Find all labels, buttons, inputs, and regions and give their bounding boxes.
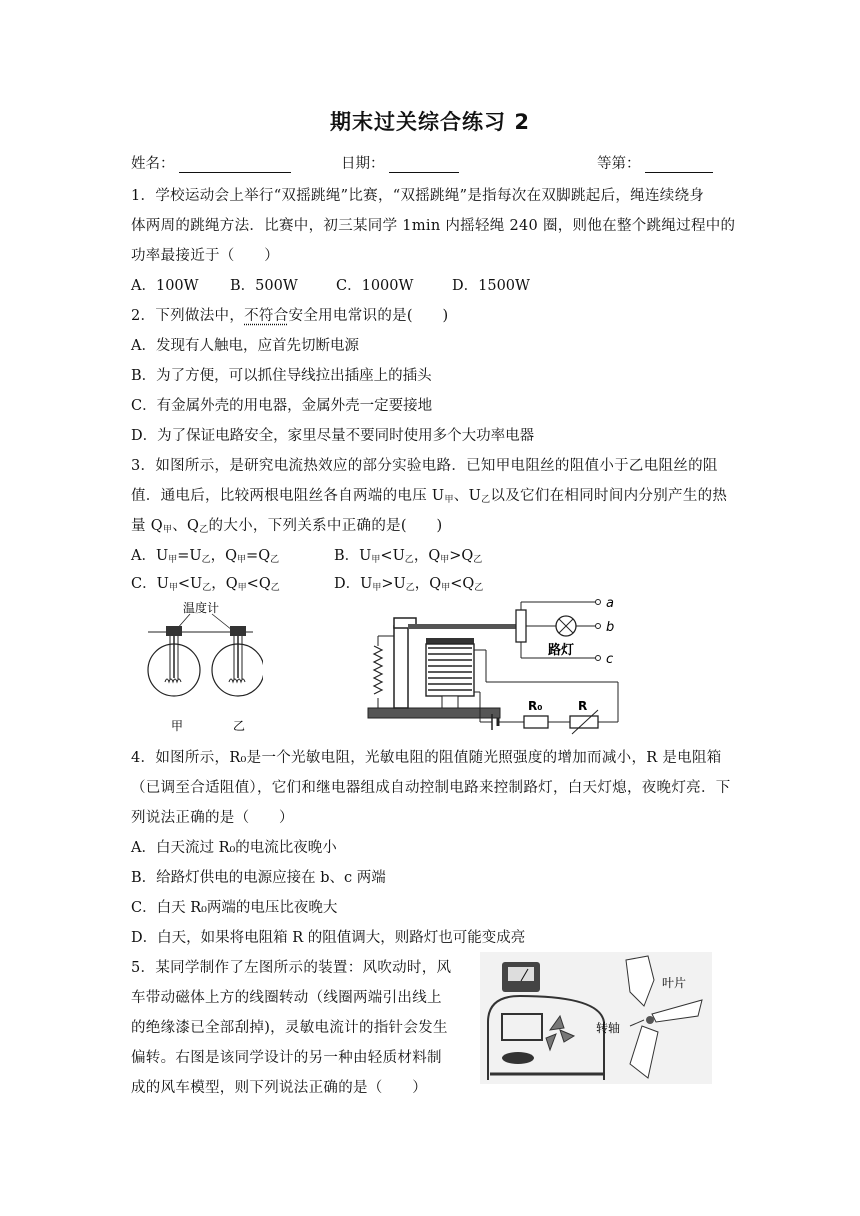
street-lamp-icon [556,616,576,636]
terminal-c: c [606,652,614,667]
bulb-jia [148,626,200,733]
q4-stem-line2: （已调至合适阻值），它们和继电器组成自动控制电路来控制路灯，白天灯熄，夜晚灯亮．下 [131,780,731,796]
q2-option-a: A．发现有人触电，应首先切断电源 [131,338,359,354]
q2-option-b: B．为了方便，可以抓住导线拉出插座上的插头 [131,368,432,384]
thermometer-label: 温度计 [182,601,220,615]
q2-option-d: D．为了保证电路安全，家里尽量不要同时使用多个大功率电器 [131,428,535,444]
date-field [341,152,459,173]
q5-windmill-figure [480,952,712,1084]
grade-label: 等第： [597,156,641,172]
q2-stem [131,304,448,325]
q4-option-b: B．给路灯供电的电源应接在 b、c 两端 [131,870,386,886]
q3-option-d: D．$U_甲>U_乙$，$Q_甲<Q_乙$ [334,576,484,593]
q4-stem-line3: 列说法正确的是（ ） [131,810,294,826]
q1-option-d: D．1500W [452,278,530,294]
q5-stem-line3: 的绝缘漆已全部刮掉)，灵敏电流计的指针会发生 [131,1020,448,1036]
q5-stem-line2: 车带动磁体上方的线圈转动（线圈两端引出线上 [131,990,442,1006]
q4-option-d: D．白天，如果将电阻箱 R 的阻值调大，则路灯也可能变成亮 [131,930,526,946]
terminal-b: b [606,620,615,635]
page-title: 期末过关综合练习 2 [330,110,530,134]
q2-stem-emphasis: 不符合 [244,308,289,324]
q4-option-c: C．白天 R₀两端的电压比夜晚大 [131,900,338,916]
q1-stem-line2: 体两周的跳绳方法．比赛中，初三某同学 1min 内摇轻绳 240 圈，则他在整个跳绳过程中的 [131,218,736,234]
q3-stem-line1: 3．如图所示，是研究电流热效应的部分实验电路．已知甲电阻丝的阻值小于乙电阻丝的阻 [131,458,718,474]
q1-option-b: B．500W [230,278,298,294]
q1-stem-line3: 功率最接近于（ ） [131,248,279,264]
grade-blank[interactable] [645,157,713,173]
q3-option-a: A．$U_甲=U_乙$，$Q_甲=Q_乙$ [131,548,280,565]
q4-option-a: A．白天流过 R₀的电流比夜晚小 [131,840,337,856]
q2-option-c: C．有金属外壳的用电器，金属外壳一定要接地 [131,398,433,414]
r-label: R [578,699,588,713]
r0-label: R₀ [528,699,543,713]
q2-stem-pre: 2．下列做法中， [131,308,245,324]
q5-stem-line5: 成的风车模型，则下列说法正确的是（ ） [131,1080,427,1096]
q1-option-a: A．100W [131,278,199,294]
q3-stem-line2: 值．通电后，比较两根电阻丝各自两端的电压 $U_甲$、$U_乙$以及它们在相同时间内分别产生的热 [131,488,728,505]
bulb-yi [212,626,263,733]
q3-option-c: C．$U_甲<U_乙$，$Q_甲<Q_乙$ [131,576,280,593]
date-blank[interactable] [389,157,459,173]
yi-label: 乙 [233,719,246,733]
shaft-label: 转轴 [596,1021,621,1035]
q5-stem-line4: 偏转。右图是该同学设计的另一种由轻质材料制 [131,1050,442,1066]
lamp-label: 路灯 [548,643,575,658]
q2-stem-post: 安全用电常识的是( ) [288,308,449,324]
q4-stem-line1: 4．如图所示，R₀是一个光敏电阻，光敏电阻的阻值随光照强度的增加而减小，R 是电阻箱 [131,750,722,766]
grade-field [597,152,713,173]
name-label: 姓名： [131,156,175,172]
jia-label: 甲 [171,719,184,733]
name-field [131,152,291,173]
q3-stem-line3: 量 $Q_甲$、$Q_乙$的大小，下列关系中正确的是( ) [131,518,443,535]
q3-option-b: B．$U_甲<U_乙$，$Q_甲>Q_乙$ [334,548,483,565]
name-blank[interactable] [179,157,291,173]
q5-stem-line1: 5．某同学制作了左图所示的装置：风吹动时，风 [131,960,452,976]
terminal-a: a [606,596,614,611]
q3-bulbs-figure [138,600,263,740]
q1-option-c: C．1000W [336,278,414,294]
blade-label: 叶片 [662,976,687,990]
q1-stem-line1: 1．学校运动会上举行“双摇跳绳”比赛，“双摇跳绳”是指每次在双脚跳起后，绳连续绕身 [131,188,705,204]
relay-circuit-figure [364,596,634,738]
date-label: 日期： [341,156,385,172]
